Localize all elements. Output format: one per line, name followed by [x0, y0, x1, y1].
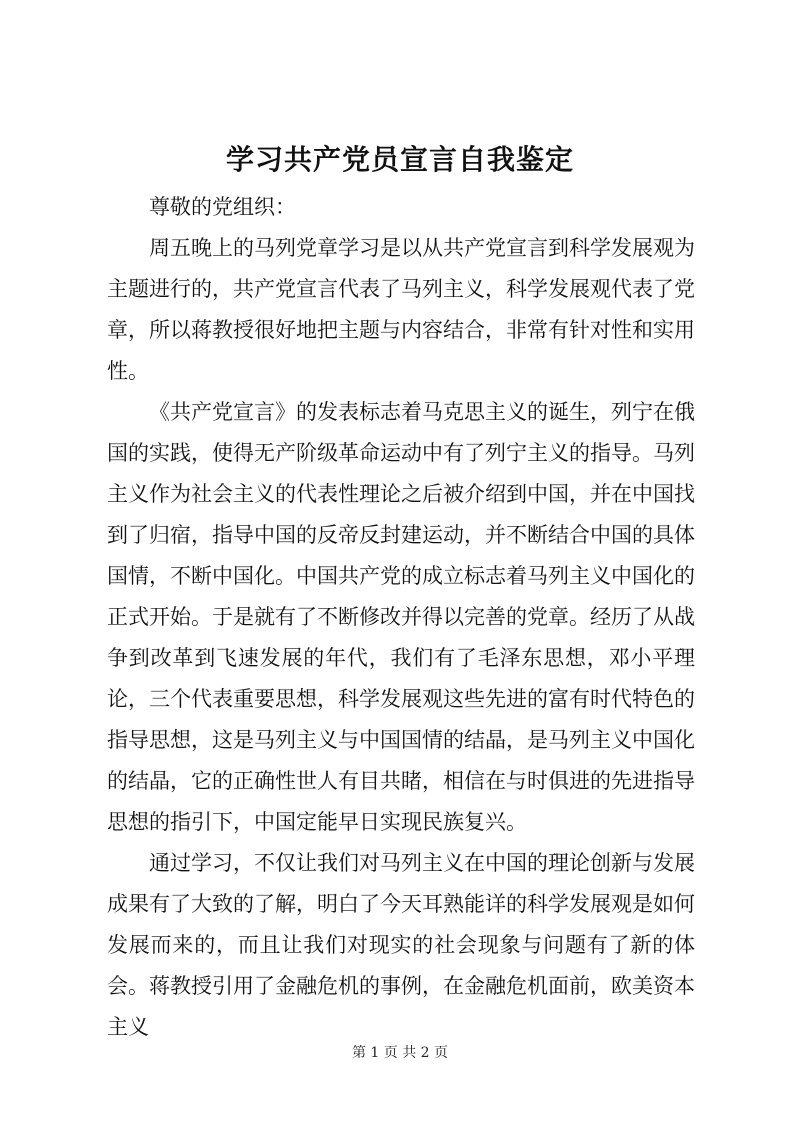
paragraph-2: 《共产党宣言》的发表标志着马克思主义的诞生，列宁在俄国的实践，使得无产阶级革命运动中有了列宁主义的指导。马列主义作为社会主义的代表性理论之后被介绍到中国，并在中国找到了归宿，指导中国的反帝反封建运动，并不断结合中国的具体国情，不断中国化。中国共产党的成立标志着马列主义中国化的正式开始。于是就有了不断修改并得以完善的党章。经历了从战争到改革到飞速发展的年代，我们有了毛泽东思想，邓小平理论，三个代表重要思想，科学发展观这些先进的富有时代特色的指导思想，这是马列主义与中国国情的结晶，是马列主义中国化的结晶，它的正确性世人有目共睹，相信在与时俱进的先进指导思想的指引下，中国定能早日实现民族复兴。: [107, 400, 695, 834]
salutation: 尊敬的党组织：: [149, 195, 296, 219]
page-title: 学习共产党员宣言自我鉴定: [225, 143, 574, 176]
page-footer: 第 1 页 共 2 页: [351, 1045, 449, 1061]
paragraph-3: 通过学习，不仅让我们对马列主义在中国的理论创新与发展成果有了大致的了解，明白了今天耳熟能详的科学发展观是如何发展而来的，而且让我们对现实的社会现象与问题有了新的体会。蒋教授引用了金融危机的事例，在金融危机面前，欧美资本主义: [107, 851, 695, 1039]
document-body: [107, 187, 695, 1048]
paragraph-1: 周五晚上的马列党章学习是以从共产党宣言到科学发展观为主题进行的，共产党宣言代表了马列主义，科学发展观代表了党章，所以蒋教授很好地把主题与内容结合，非常有针对性和实用性。: [107, 236, 695, 383]
